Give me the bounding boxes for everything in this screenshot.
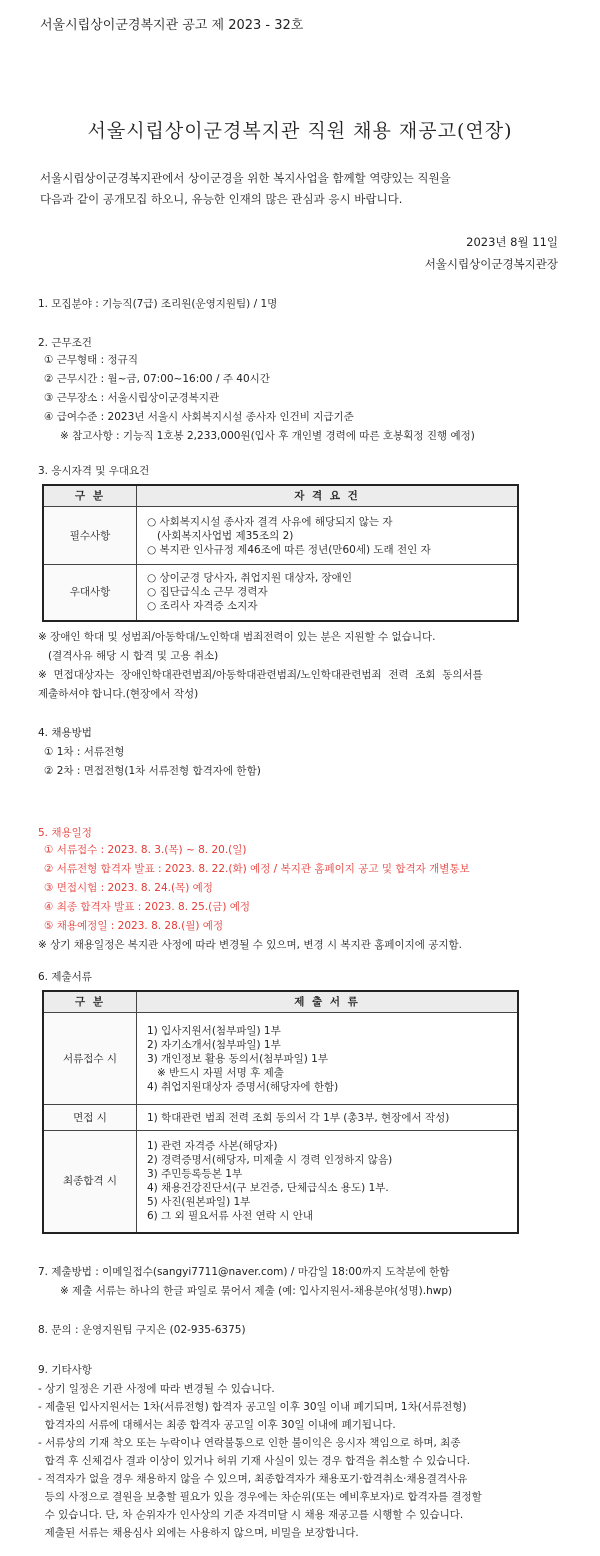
table-header: 자 격 요 건	[137, 485, 519, 507]
row-line: ○ 복지관 인사규정 제46조에 따른 정년(만60세) 도래 전인 자	[147, 543, 431, 556]
s9-line: - 제출된 입사지원서는 1차(서류전형) 합격자 공고일 이후 30일 이내 폐기되며, 1차(서류전형)	[38, 1401, 467, 1413]
row-line: 1) 입사지원서(첨부파일) 1부	[147, 1024, 281, 1037]
row-category: 필수사항	[43, 507, 137, 565]
row-category: 면접 시	[43, 1105, 137, 1131]
s9-line: - 상기 일정은 기관 사정에 따라 변경될 수 있습니다.	[38, 1383, 275, 1395]
documents-table	[42, 990, 519, 1234]
row-line: ※ 반드시 자필 서명 후 제출	[147, 1066, 284, 1079]
table-row	[43, 507, 518, 565]
s3-note-1: ※ 장애인 학대 및 성범죄/아동학대/노인학대 범죄전력이 있는 분은 지원할 수 없습니다.	[38, 631, 436, 643]
s4-item-2: ② 2차 : 면접전형(1차 서류전형 합격자에 한함)	[44, 765, 261, 777]
page-title: 서울시립상이군경복지관 직원 채용 재공고(연장)	[87, 120, 513, 142]
row-category: 서류접수 시	[43, 1013, 137, 1105]
s9-line: 등의 사정으로 결원을 보충할 필요가 있을 경우에는 차순위(또는 예비후보자)로 합격자를 결정할	[38, 1491, 482, 1503]
s2-item-3: ③ 근무장소 : 서울시립상이군경복지관	[44, 392, 220, 404]
table-header: 제 출 서 류	[137, 991, 519, 1013]
s9-line: - 적격자가 없을 경우 채용하지 않을 수 있으며, 최종합격자가 채용포기·합격취소·채용결격사유	[38, 1473, 468, 1485]
s5-note: ※ 상기 채용일정은 복지관 사정에 따라 변경될 수 있으며, 변경 시 복지관 홈페이지에 공지함.	[38, 939, 463, 951]
row-line: ○ 집단급식소 근무 경력자	[147, 586, 268, 599]
row-line: 6) 그 외 필요서류 사전 연락 시 안내	[147, 1210, 313, 1223]
s2-item-2: ② 근무시간 : 월~금, 07:00~16:00 / 주 40시간	[44, 373, 270, 385]
s5-item-3: ③ 면접시험 : 2023. 8. 24.(목) 예정	[44, 882, 213, 894]
s2-item-1: ① 근무형태 : 정규직	[44, 354, 138, 366]
table-row	[43, 565, 518, 621]
intro-line-2: 다음과 같이 공개모집 하오니, 유능한 인재의 많은 관심과 응시 바랍니다.	[40, 192, 403, 206]
qualification-table	[42, 484, 519, 622]
section-7-submission: 7. 제출방법 : 이메일접수(sangyi7711@naver.com) / 마감일 18:00까지 도착분에 한함	[38, 1266, 450, 1278]
row-line: 4) 채용건강진단서(구 보건증, 단체급식소 용도) 1부.	[147, 1182, 389, 1195]
row-line: 1) 관련 자격증 사본(해당자)	[147, 1140, 278, 1153]
s5-item-5: ⑤ 채용예정일 : 2023. 8. 28.(월) 예정	[44, 920, 224, 932]
s5-item-2: ② 서류전형 합격자 발표 : 2023. 8. 22.(화) 예정 / 복지관 홈페이지 공고 및 합격자 개별통보	[44, 863, 470, 875]
s3-note-2: (결격사유 해당 시 합격 및 고용 취소)	[38, 650, 219, 662]
table-row	[43, 1131, 518, 1233]
section-6-heading: 6. 제출서류	[38, 971, 92, 983]
s3-note-3: ※ 면접대상자는 장애인학대관련범죄/아동학대관련범죄/노인학대관련범죄 전력 조회 동의서를	[38, 669, 483, 681]
section-8-contact: 8. 문의 : 운영지원팀 구지은 (02-935-6375)	[38, 1324, 246, 1336]
row-line: 1) 학대관련 범죄 전력 조회 동의서 각 1부 (총3부, 현장에서 작성)	[147, 1111, 450, 1124]
s2-note: ※ 참고사항 : 기능직 1호봉 2,233,000원(입사 후 개인별 경력에 따른 호봉획정 진행 예정)	[60, 430, 475, 442]
notice-date: 2023년 8월 11일	[466, 235, 558, 249]
section-1-recruitment-field: 1. 모집분야 : 기능직(7급) 조리원(운영지원팀) / 1명	[38, 298, 278, 310]
s9-line: 합격자의 서류에 대해서는 최종 합격자 공고일 이후 30일 이내에 폐기됩니다.	[38, 1419, 396, 1431]
row-line: ○ 상이군경 당사자, 취업지원 대상자, 장애인	[147, 572, 352, 585]
s9-line: 합격 후 신체검사 결과 이상이 있거나 허위 기재 사실이 있는 경우 합격을 취소할 수 있습니다.	[38, 1455, 471, 1467]
table-row	[43, 1105, 518, 1131]
row-line: 2) 자기소개서(첨부파일) 1부	[147, 1038, 281, 1051]
section-4-heading: 4. 채용방법	[38, 727, 92, 739]
s5-item-4: ④ 최종 합격자 발표 : 2023. 8. 25.(금) 예정	[44, 901, 251, 913]
s9-line: 수 있습니다. 단, 차 순위자가 인사상의 기준 자격미달 시 채용 재공고를 시행할 수 있습니다.	[38, 1509, 464, 1521]
row-line: 5) 사진(원본파일) 1부	[147, 1196, 251, 1209]
s7-note: ※ 제출 서류는 하나의 한글 파일로 묶어서 제출 (예: 입사지원서-채용분야(성명).hwp)	[60, 1285, 453, 1297]
s9-line: - 서류상의 기재 착오 또는 누락이나 연락불통으로 인한 불이익은 응시자 책임으로 하며, 최종	[38, 1437, 461, 1449]
s5-item-1: ① 서류접수 : 2023. 8. 3.(목) ~ 8. 20.(일)	[44, 844, 247, 856]
row-line: 2) 경력증명서(해당자, 미제출 시 경력 인정하지 않음)	[147, 1154, 393, 1167]
section-5-heading: 5. 채용일정	[38, 827, 92, 839]
row-line: 3) 주민등록등본 1부	[147, 1168, 243, 1181]
row-line: ○ 조리사 자격증 소지자	[147, 600, 258, 613]
table-header: 구 분	[43, 991, 137, 1013]
s3-note-4: 제출하셔야 합니다.(현장에서 작성)	[38, 688, 199, 700]
s4-item-1: ① 1차 : 서류전형	[44, 746, 125, 758]
section-9-heading: 9. 기타사항	[38, 1364, 92, 1376]
table-row	[43, 1013, 518, 1105]
row-line: ○ 사회복지시설 종사자 결격 사유에 해당되지 않는 자	[147, 515, 393, 528]
issuer: 서울시립상이군경복지관장	[424, 257, 558, 271]
row-category: 최종합격 시	[43, 1131, 137, 1233]
s2-item-4: ④ 급여수준 : 2023년 서울시 사회복지시설 종사자 인건비 지급기준	[44, 411, 354, 423]
row-line: (사회복지사업법 제35조의 2)	[147, 529, 294, 542]
notice-number: 서울시립상이군경복지관 공고 제 2023 - 32호	[40, 18, 304, 33]
table-header: 구 분	[43, 485, 137, 507]
row-line: 4) 취업지원대상자 증명서(해당자에 한함)	[147, 1080, 339, 1093]
row-category: 우대사항	[43, 565, 137, 621]
section-2-heading: 2. 근무조건	[38, 337, 92, 349]
section-3-heading: 3. 응시자격 및 우대요건	[38, 465, 150, 477]
s9-line: 제출된 서류는 채용심사 외에는 사용하지 않으며, 비밀을 보장합니다.	[38, 1527, 359, 1539]
intro-line-1: 서울시립상이군경복지관에서 상이군경을 위한 복지사업을 함께할 역량있는 직원을	[40, 171, 451, 185]
row-line: 3) 개인정보 활용 동의서(첨부파일) 1부	[147, 1052, 329, 1065]
